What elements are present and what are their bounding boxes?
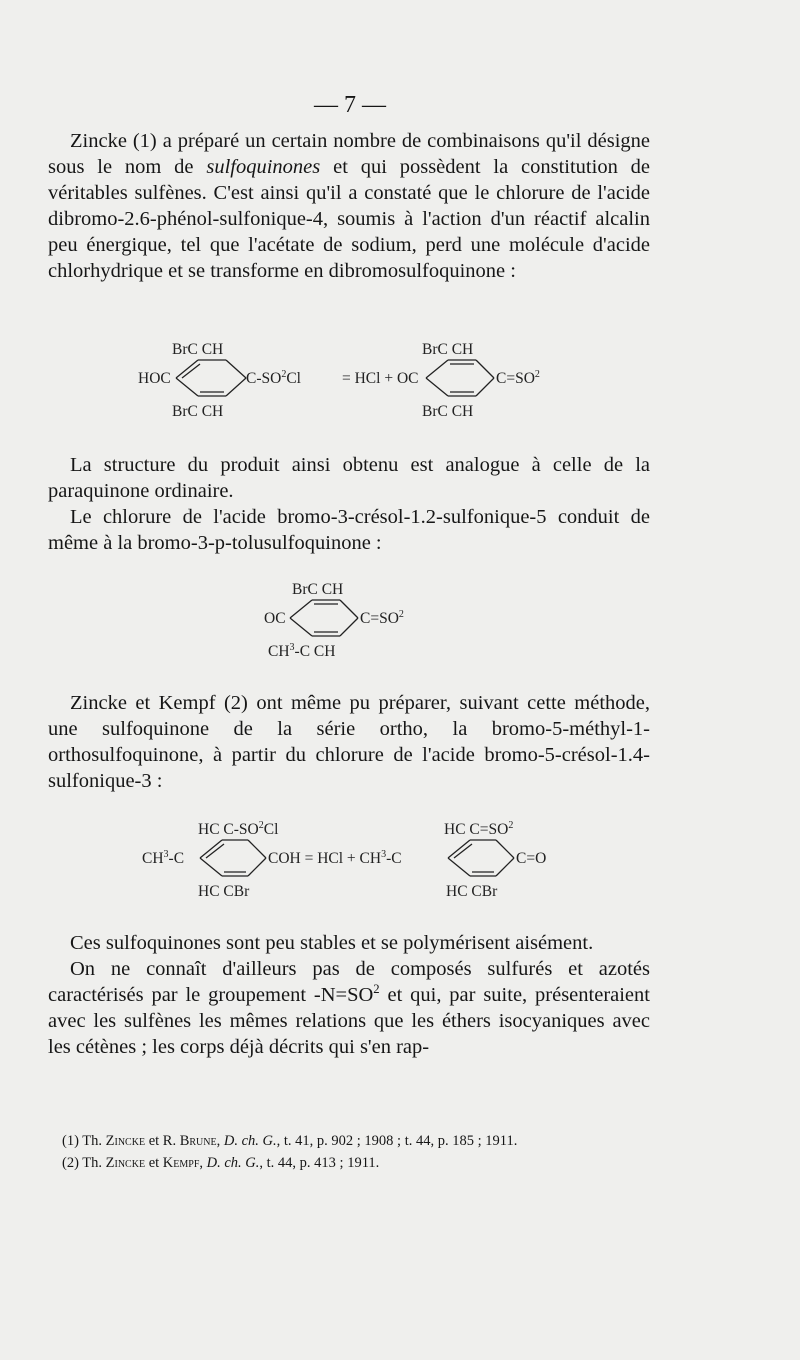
footnotes xyxy=(48,1130,650,1174)
paragraph-structure xyxy=(48,452,650,556)
svg-text:HC C=SO2 xyxy=(444,820,513,838)
footnote-2: (2) Th. Zincke et Kempf, D. ch. G., t. 44, p. 413 ; 1911. xyxy=(62,1155,380,1171)
fn1-author-zincke: Zincke xyxy=(105,1133,146,1149)
f1-bottom-right: BrC CH xyxy=(422,403,474,420)
f3-right-post: -C xyxy=(386,850,402,867)
paragraph-zincke-sulfoquinones xyxy=(48,128,650,284)
f2-bottom-pre: CH xyxy=(268,643,290,660)
formula-orthosulfoquinone xyxy=(140,816,610,906)
f2-ring xyxy=(290,600,358,636)
f1-right-end: Cl xyxy=(286,370,301,387)
f3-right: COH = HCl + CH xyxy=(268,850,382,867)
f3-ring-left xyxy=(200,840,266,876)
f1-ring-left xyxy=(176,360,246,396)
f3-top-left-sup: 2 xyxy=(258,820,264,831)
fn2-journal: D. ch. G. xyxy=(206,1155,260,1171)
svg-text:C-SO2Cl xyxy=(246,369,301,387)
fn2-author-kempf: Kempf xyxy=(162,1155,200,1171)
svg-text:C=SO2 xyxy=(360,609,404,627)
f1-right2: C=SO xyxy=(496,370,535,387)
fn1-pre: (1) Th. xyxy=(62,1133,106,1149)
f1-top-left: BrC CH xyxy=(172,341,224,358)
para5-text: Ces sulfoquinones sont peu stables et se polymérisent aisément. xyxy=(70,932,594,954)
f1-right2-sup: 2 xyxy=(534,369,540,380)
f2-bottom-sup: 3 xyxy=(289,642,295,653)
sulfoquinones-term: sulfoquinones xyxy=(206,156,321,178)
fn1-author-brune: Brune xyxy=(179,1133,217,1149)
f3-bottom-right: HC CBr xyxy=(446,883,498,900)
fn2-pre: (2) Th. xyxy=(62,1155,106,1171)
f1-ring-right xyxy=(426,360,494,396)
fn2-rest: , t. 44, p. 413 ; 1911. xyxy=(259,1155,380,1171)
f1-right: C-SO xyxy=(246,370,282,387)
footnote-1: (1) Th. Zincke et R. Brune, D. ch. G., t. 41, p. 902 ; 1908 ; t. 44, p. 185 ; 1911. xyxy=(62,1133,518,1149)
f2-right-sup: 2 xyxy=(398,609,404,620)
page-number: — 7 — xyxy=(314,92,386,118)
para1-text-b: et qui possèdent la constitution de véritables sulfènes. C'est ainsi qu'il a constaté que le chlorure de l'acide dibromo-2.6-phénol-sulfonique-4, soumis à l'action d'un réactif alcalin peu énergique, tel que l'acétate de sodium, perd une molécule d'acide chlorhydrique et se transforme en dibromosulfoquinone : xyxy=(48,156,651,282)
f3-ring-right xyxy=(448,840,514,876)
fn2-mid: et xyxy=(145,1155,163,1171)
f3-top-right-sup: 2 xyxy=(508,820,514,831)
svg-text:CH3-C CH xyxy=(268,642,335,660)
para6-text-a: On ne connaît d'ailleurs pas de composés sulfurés et azotés caractérisés par le groupement -N=SO xyxy=(48,958,650,1006)
f2-left: OC xyxy=(264,610,286,627)
fn1-rest: , t. 41, p. 902 ; 1908 ; t. 44, p. 185 ; 1911. xyxy=(276,1133,518,1149)
f3-right2: C=O xyxy=(516,850,547,867)
para1-text-a: Zincke (1) a préparé un certain nombre de combinaisons qu'il désigne sous le nom de xyxy=(48,130,650,178)
f2-right: C=SO xyxy=(360,610,399,627)
f3-top-left-end: Cl xyxy=(263,821,279,838)
f3-bottom-left: HC CBr xyxy=(198,883,250,900)
fn2-author-zincke: Zincke xyxy=(105,1155,146,1171)
formula-dibromosulfoquinone xyxy=(130,336,600,426)
f1-top-right: BrC CH xyxy=(422,341,474,358)
para2-text: La structure du produit ainsi obtenu est analogue à celle de la paraquinone ordinaire. xyxy=(48,454,650,502)
f3-top-right: HC C=SO xyxy=(444,821,509,838)
para4-text: Zincke et Kempf (2) ont même pu préparer, suivant cette méthode, une sulfoquinone de la série ortho, la bromo-5-méthyl-1-orthosulfoquinone, à partir du chlorure de l'acide bromo-5-crésol-1.4-sulfonique-3 : xyxy=(48,692,650,792)
paragraph-stability xyxy=(48,930,650,1060)
svg-text:COH = HCl + CH3-C xyxy=(268,849,402,867)
f1-equation: = HCl + OC xyxy=(342,370,419,387)
svg-text:HC C-SO2Cl xyxy=(198,820,278,838)
f3-left-post: -C xyxy=(168,850,185,867)
formula-tolusulfoquinone xyxy=(260,576,460,666)
f1-left: HOC xyxy=(138,370,171,387)
f1-right-sup: 2 xyxy=(281,369,287,380)
para6-text-b: et qui, par suite, présenteraient avec les sulfènes les mêmes relations que les éthers isocyaniques avec les cétènes ; les corps déjà décrits qui s'en rap- xyxy=(48,984,650,1058)
f2-bottom-post: -C CH xyxy=(294,643,336,660)
f1-bottom-left: BrC CH xyxy=(172,403,224,420)
f2-top: BrC CH xyxy=(292,581,344,598)
f3-right-sup: 3 xyxy=(381,849,387,860)
fn1-mid: et R. xyxy=(145,1133,180,1149)
para6-sup: 2 xyxy=(373,982,380,997)
f3-left-pre: CH xyxy=(142,850,164,867)
f3-left-sup: 3 xyxy=(163,849,169,860)
svg-text:CH3-C xyxy=(142,849,184,867)
svg-text:C=SO2 xyxy=(496,369,540,387)
paragraph-zincke-kempf xyxy=(48,690,650,794)
f3-top-left: HC C-SO xyxy=(198,821,259,838)
para3-text: Le chlorure de l'acide bromo-3-crésol-1.2-sulfonique-5 conduit de même à la bromo-3-p-tolusulfoquinone : xyxy=(48,506,650,554)
fn1-journal: D. ch. G. xyxy=(223,1133,277,1149)
